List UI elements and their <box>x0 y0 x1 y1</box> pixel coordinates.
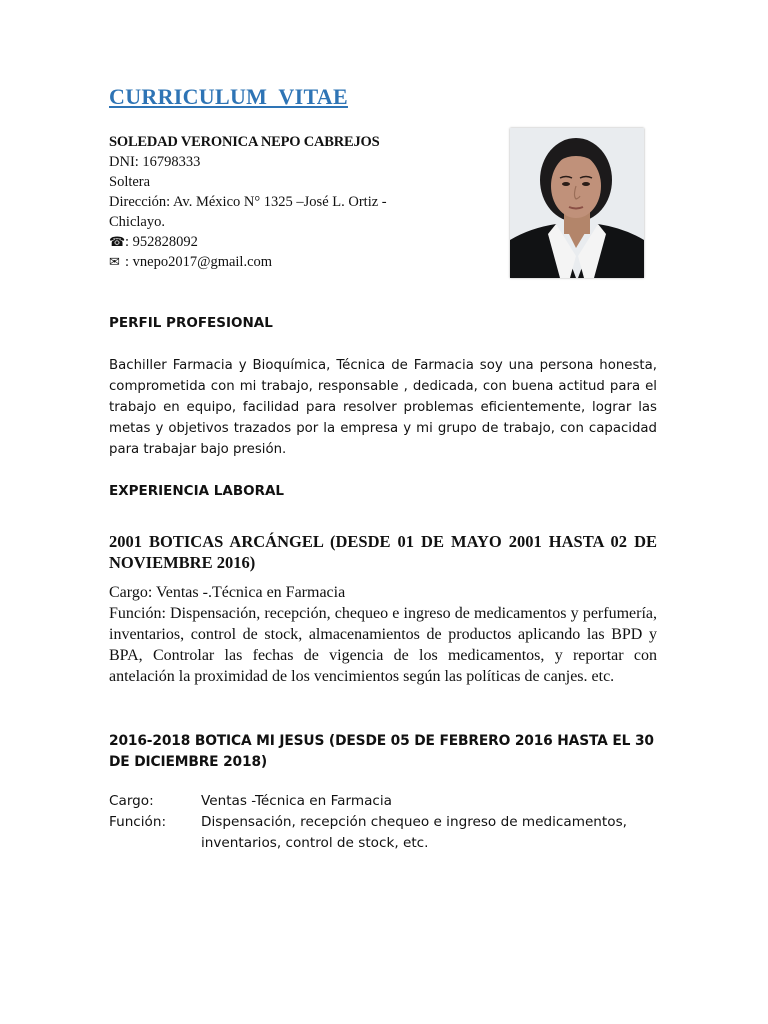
full-name: SOLEDAD VERONICA NEPO CABREJOS <box>109 134 380 150</box>
document-title: CURRICULUM VITAE <box>109 84 348 109</box>
job-2-funcion-value: Dispensación, recepción chequeo e ingreso de medicamentos, inventarios, control de stock, etc. <box>201 814 627 851</box>
address-line-2: Chiclayo. <box>109 214 165 230</box>
job-2-heading: 2016-2018 BOTICA MI JESUS (DESDE 05 DE FEBRERO 2016 HASTA EL 30 DE DICIEMBRE 2018) <box>109 733 654 770</box>
job-2-funcion-label: Función: <box>109 814 167 830</box>
profile-photo <box>510 128 644 278</box>
phone-number: : 952828092 <box>125 234 198 250</box>
job-1-heading: 2001 BOTICAS ARCÁNGEL (DESDE 01 DE MAYO 2001 HASTA 02 DE NOVIEMBRE 2016) <box>109 532 657 572</box>
profile-heading: PERFIL PROFESIONAL <box>109 315 273 331</box>
phone-line <box>109 232 489 252</box>
address-line-1: Dirección: Av. México N° 1325 –José L. Ortiz - <box>109 194 387 210</box>
job-1-details <box>109 582 657 687</box>
job-1-cargo: Cargo: Ventas -.Técnica en Farmacia <box>109 584 346 601</box>
portrait-image <box>510 128 644 278</box>
email-address: : vnepo2017@gmail.com <box>125 254 273 270</box>
job-2-cargo-value: Ventas -Técnica en Farmacia <box>201 793 392 809</box>
experience-heading: EXPERIENCIA LABORAL <box>109 483 285 499</box>
dni-line: DNI: 16798333 <box>109 154 201 170</box>
phone-icon: ☎ <box>109 234 126 249</box>
job-2-cargo-label: Cargo: <box>109 793 154 809</box>
job-2-details <box>109 791 669 854</box>
personal-info <box>109 132 489 272</box>
envelope-icon: ✉ <box>109 254 120 269</box>
job-2-cargo-row <box>109 791 669 812</box>
profile-text: Bachiller Farmacia y Bioquímica, Técnica de Farmacia soy una persona honesta, comprometida con mi trabajo, responsable , dedicada, con buena actitud para el trabajo en equipo, facilidad para resolver problemas eficientemente, lograr las metas y objetivos trazados por la empresa y mi grupo de trabajo, con capacidad para trabajar bajo presión. <box>109 358 657 457</box>
job-2-funcion-row <box>109 812 669 854</box>
email-line <box>109 252 489 272</box>
job-1-funcion: Función: Dispensación, recepción, chequeo e ingreso de medicamentos y perfumería, inventarios, control de stock, almacenamientos de productos aplicando las BPD y BPA, Controlar las fechas de vigencia de los medicamentos, y reportar con antelación la proximidad de los vencimientos según las políticas de canjes. etc. <box>109 605 657 685</box>
marital-status: Soltera <box>109 174 151 190</box>
